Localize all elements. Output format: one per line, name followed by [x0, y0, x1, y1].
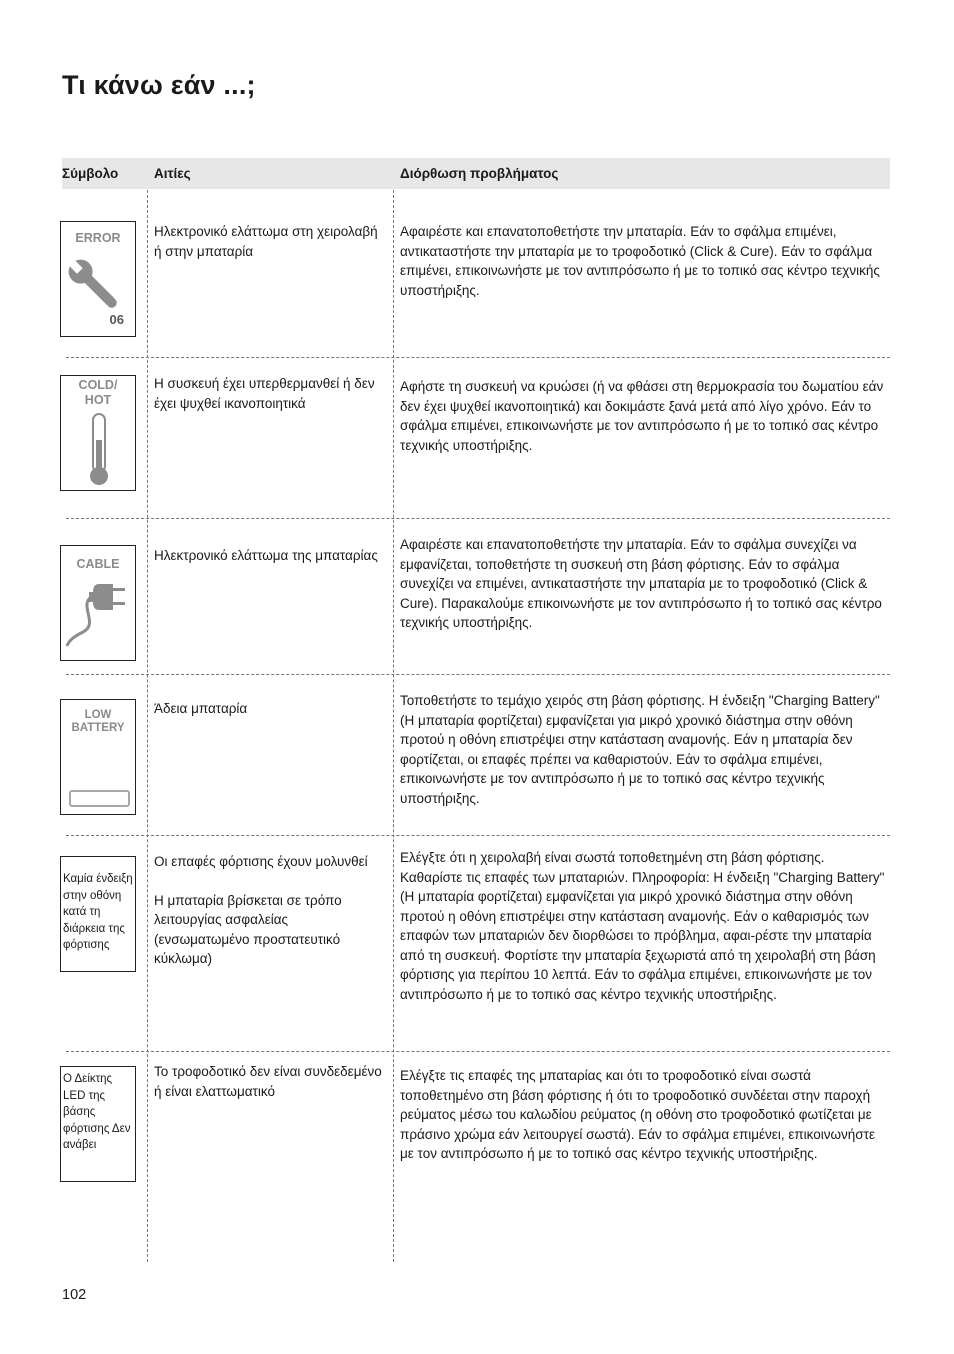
- symbol-description: Καμία ένδειξη στην οθόνη κατά τη διάρκεια της φόρτισης: [63, 873, 133, 951]
- header-causes: Αιτίες: [154, 166, 191, 181]
- symbol-label-line2: HOT: [84, 393, 112, 407]
- row-divider: [66, 357, 890, 358]
- cause-paragraph: Οι επαφές φόρτισης έχουν μολυνθεί: [154, 854, 368, 869]
- fix-text: Αφαιρέστε και επανατοποθετήστε την μπαταρία. Εάν το σφάλμα συνεχίζει να εμφανίζεται, τοποθετήστε τη συσκευή στη βάση φόρτισης. Εάν το σφάλμα συνεχίζει να επιμένει, αντικαταστήστε την μπαταρία με το τροφοδοτικό (Click & Cure). Παρακαλούμε επικοινωνήστε με τον αντιπρόσωπο ή το τοπικό σας κέντρο τεχνικής υποστήριξης.: [400, 537, 882, 630]
- cause-paragraph: Η συσκευή έχει υπερθερμανθεί ή δεν έχει ψυχθεί ικανοποιητικά: [154, 376, 375, 411]
- symbol-label-line1: LOW: [84, 709, 112, 721]
- empty-battery-icon: [61, 700, 137, 816]
- cause-text: [154, 222, 386, 261]
- cable-symbol: [60, 545, 136, 661]
- fix-text: Αφαιρέστε και επανατοποθετήστε την μπαταρία. Εάν το σφάλμα επιμένει, αντικαταστήστε την μπαταρία με το τροφοδοτικό (Click & Cure). Εάν το σφάλμα επιμένει, επικοινωνήστε με τον αντιπρόσωπο ή με το τοπικό σας κέντρο τεχνικής υποστήριξης.: [400, 224, 880, 298]
- row-divider: [66, 1051, 890, 1052]
- symbol-number: 06: [109, 312, 124, 327]
- symbol-label: CABLE: [76, 557, 120, 571]
- header-fix: Διόρθωση προβλήματος: [400, 166, 559, 181]
- symbol-description: Ο Δείκτης LED της βάσης φόρτισης Δεν ανάβει: [63, 1073, 131, 1151]
- row-divider: [66, 674, 890, 675]
- cause-text: [154, 699, 386, 719]
- symbol-label: ERROR: [75, 231, 121, 245]
- no-display-symbol: [60, 856, 136, 972]
- cause-text: [154, 852, 386, 969]
- cause-text: [154, 546, 386, 566]
- page-title: Τι κάνω εάν ...;: [62, 70, 256, 100]
- cause-paragraph: Άδεια μπαταρία: [154, 701, 248, 716]
- cause-text: [154, 374, 386, 413]
- column-divider: [147, 190, 148, 1262]
- cause-text: [154, 1062, 386, 1101]
- low-battery-symbol: [60, 699, 136, 815]
- cause-paragraph: Ηλεκτρονικό ελάττωμα της μπαταρίας: [154, 548, 378, 563]
- fix-text: Ελέγξτε τις επαφές της μπαταρίας και ότι το τροφοδοτικό είναι σωστά τοποθετημένο στη βάση φόρτισης ή ότι το τροφοδοτικό συνδέεται στην παροχή ρεύματος μέσω του καλωδίου ρεύματος (η οθόνη στο τροφοδοτικό φωτίζεται με πράσινο χρώμα εάν λειτουργεί σωστά). Εάν το σφάλμα επιμένει, επικοινωνήστε με τον αντιπρόσωπο ή με το τοπικό σας κέντρο τεχνικής υποστήριξης.: [400, 1068, 875, 1161]
- fix-text: Αφήστε τη συσκευή να κρυώσει (ή να φθάσει στη θερμοκρασία του δωματίου εάν δεν έχει ψυχθεί ικανοποιητικά) και δοκιμάστε ξανά μετά από λίγο χρόνο. Εάν το σφάλμα επιμένει, επικοινωνήστε με τον αντιπρόσωπο ή με το τοπικό σας κέντρο τεχνικής υποστήριξης.: [400, 379, 884, 453]
- thermometer-icon: [61, 376, 137, 492]
- symbol-label-line1: COLD/: [78, 378, 118, 392]
- fix-text: Ελέγξτε ότι η χειρολαβή είναι σωστά τοποθετημένη στη βάση φόρτισης. Καθαρίστε τις επαφές των μπαταριών. Πληροφορία: Η ένδειξη "Charging Battery" (Η μπαταρία φορτίζεται) εμφανίζεται για μικρό χρονικό διάστημα στην οθόνη προτού η οθόνη επιστρέψει στην κατάσταση αναμονής. Εάν ο καθαρισμός των επαφών των μπαταριών δεν διορθώσει το πρόβλημα, αφαι-ρέστε την μπαταρία από τη συσκευή. Φορτίστε την μπαταρία ξεχωριστά από τη χειρολαβή στη βάση φόρτισης για περίπου 10 λεπτά. Εάν το σφάλμα επιμένει, επικοινωνήστε με τον αντιπρόσωπο ή με το τοπικό σας κέντρο τεχνικής υποστήριξης.: [400, 850, 885, 1002]
- row-divider: [66, 518, 890, 519]
- symbol-label-line2: BATTERY: [71, 722, 125, 734]
- wrench-icon: [61, 222, 137, 338]
- error-symbol: [60, 221, 136, 337]
- led-off-symbol: [60, 1066, 136, 1182]
- cold-hot-symbol: [60, 375, 136, 491]
- cause-paragraph: Το τροφοδοτικό δεν είναι συνδεδεμένο ή είναι ελαττωματικό: [154, 1064, 382, 1099]
- fix-text: Τοποθετήστε το τεμάχιο χειρός στη βάση φόρτισης. Η ένδειξη "Charging Battery" (Η μπαταρία φορτίζεται) εμφανίζεται για μικρό χρονικό διάστημα στην οθόνη προτού η οθόνη επιστρέψει στην κατάσταση αναμονής. Εάν η μπαταρία δεν φορτίζεται, οι επαφές πρέπει να καθαριστούν. Εάν το σφάλμα επιμένει, επικοινωνήστε με τον αντιπρόσωπο ή με το τοπικό σας κέντρο τεχνικής υποστήριξης.: [400, 693, 880, 806]
- column-divider: [393, 190, 394, 1262]
- cause-paragraph: Η μπαταρία βρίσκεται σε τρόπο λειτουργίας ασφαλείας (ενσωματωμένο προστατευτικό κύκλωμα): [154, 892, 342, 966]
- page-number: 102: [62, 1287, 87, 1303]
- cause-paragraph: Ηλεκτρονικό ελάττωμα στη χειρολαβή ή στην μπαταρία: [154, 224, 378, 259]
- header-symbol: Σύμβολο: [62, 166, 119, 181]
- plug-cable-icon: [61, 546, 137, 662]
- row-divider: [66, 835, 890, 836]
